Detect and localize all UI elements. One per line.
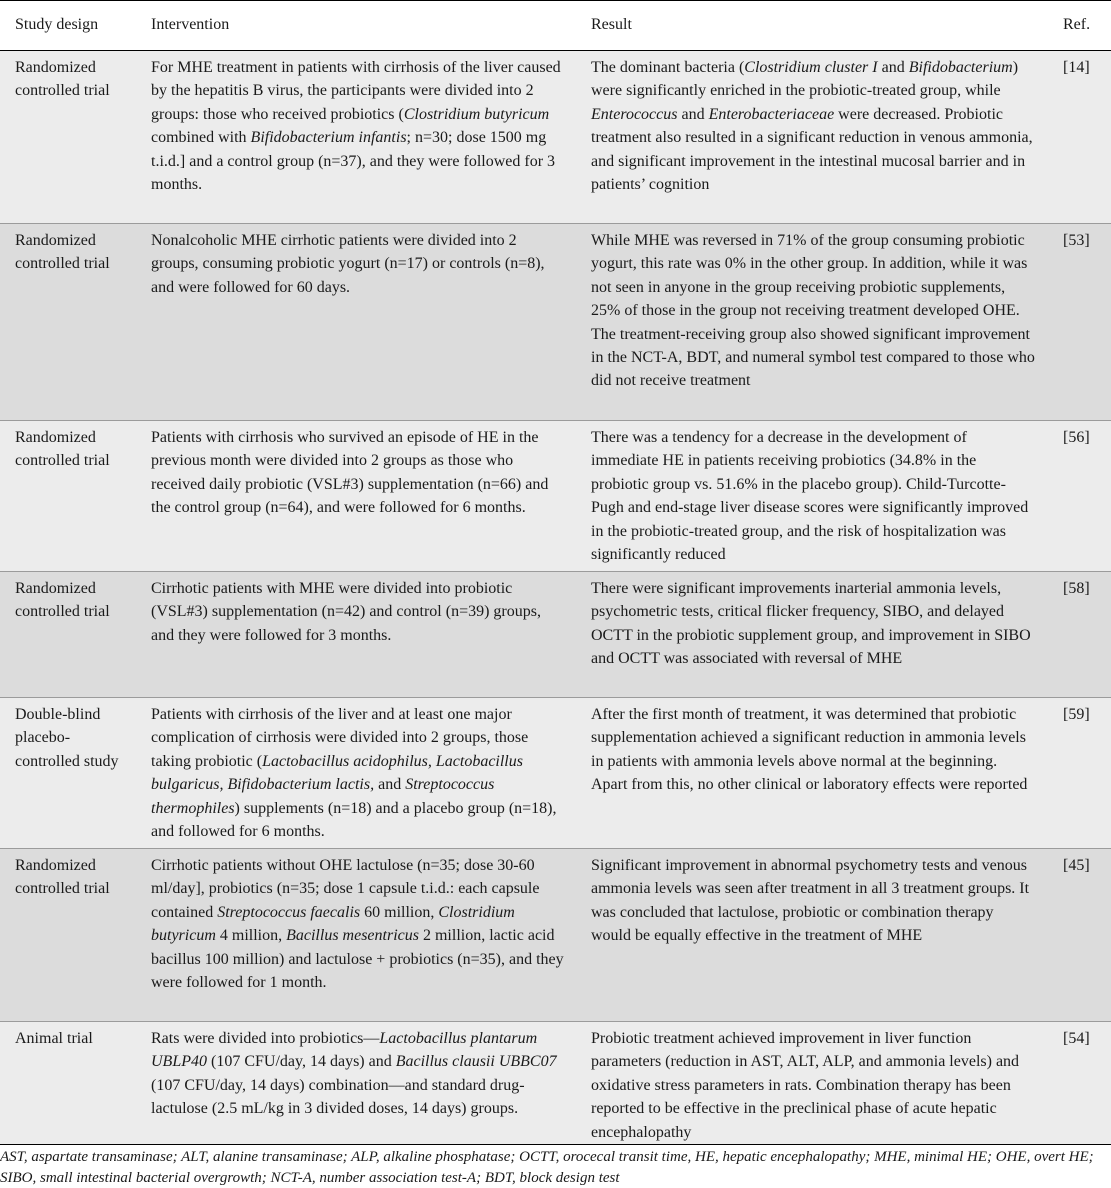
text-segment: and [677,105,709,123]
text-segment: Patients with cirrhosis who survived an episode of HE in the previous month were divided into 2 groups as those who received daily probiotic (VSL#3) supplementation (n=66) and the control group (n=64), and were followed for 6 months. [151,429,549,517]
result-cell [576,698,1043,849]
result-cell [576,849,1043,1022]
italic-text: Streptococcus thermophiles [151,776,495,817]
text-segment: (107 CFU/day, 14 days) and [207,1053,396,1071]
result-cell [576,421,1043,572]
study-design-cell: Randomized controlled trial [0,51,136,224]
table-row [0,849,1111,1022]
italic-text: Lactobacillus plantarum UBLP40 [151,1030,538,1071]
italic-text: Bacillus clausii UBBC07 [395,1053,557,1071]
intervention-cell [136,421,576,572]
result-cell [576,1022,1043,1145]
text-segment: Rats were divided into probiotics— [151,1030,380,1047]
text-segment: There were significant improvements inarterial ammonia levels, psychometric tests, critical flicker frequency, SIBO, and delayed OCTT in the probiotic supplement group, and improvement in SIBO and OCTT was associated with reversal of MHE [591,580,1031,668]
text-segment: While MHE was reversed in 71% of the group consuming probiotic yogurt, this rate was 0% in the other group. In addition, while it was not seen in anyone in the group receiving probiotic supplements, 25% of those in the group not receiving treatment developed OHE. The treatment-receiving group also showed significant improvement in the NCT-A, BDT, and numeral symbol test compared to those who did not receive treatment [591,232,1035,390]
italic-text: Enterobacteriaceae [708,105,835,123]
text-segment: 60 million, [360,903,439,921]
intervention-cell [136,572,576,698]
text-segment: Probiotic treatment achieved improvement in liver function parameters (reduction in AST, ALT, ALP, and ammonia levels) and oxidative stress parameters in rats. Combination therapy has been reported to be effective in the preclinical phase of acute hepatic encephalopathy [591,1030,1020,1141]
result-cell [576,572,1043,698]
italic-text: Clostridium cluster I [744,59,878,76]
study-design-cell: Animal trial [0,1022,136,1145]
text-segment: (107 CFU/day, 14 days) combination—and standard drug-lactulose (2.5 mL/kg in 3 divided doses, 14 days) groups. [151,1076,525,1118]
study-design-cell: Randomized controlled trial [0,572,136,698]
table-row [0,51,1111,224]
header-study-design: Study design [0,1,136,51]
text-segment: For MHE treatment in patients with cirrhosis of the liver caused by the hepatitis B virus, the participants were divided into 2 groups: those who received probiotics ( [151,59,561,123]
ref-cell: [58] [1043,572,1111,698]
ref-cell: [45] [1043,849,1111,1022]
study-design-cell: Randomized controlled trial [0,421,136,572]
text-segment: Cirrhotic patients with MHE were divided into probiotic (VSL#3) supplementation (n=42) and control (n=39) groups, and they were followed for 3 months. [151,580,541,644]
text-segment: 4 million, [215,927,287,945]
study-design-cell: Randomized controlled trial [0,849,136,1022]
text-segment: There was a tendency for a decrease in the development of immediate HE in patients receiving probiotics (34.8% in the probiotic group vs. 51.6% in the placebo group). Child-Turcotte-Pugh and end-stage liver disease scores were significantly improved in the probiotic-treated group, and the risk of hospitalization was significantly reduced [591,429,1029,564]
ref-cell: [54] [1043,1022,1111,1145]
ref-cell: [59] [1043,698,1111,849]
ref-cell: [53] [1043,224,1111,421]
text-segment: combined with [151,129,251,147]
intervention-cell [136,1022,576,1145]
study-design-cell: Randomized controlled trial [0,224,136,421]
text-segment: Cirrhotic patients without OHE lactulose (n=35; dose 30-60 ml/day], probiotics (n=35; dose 1 capsule t.i.d.: each capsule contained [151,857,540,921]
table-row [0,1022,1111,1145]
text-segment: The dominant bacteria ( [591,59,745,76]
table-row [0,224,1111,421]
table-row [0,421,1111,572]
header-ref: Ref. [1043,1,1111,51]
header-row [0,1,1111,51]
ref-cell: [14] [1043,51,1111,224]
table-row [0,698,1111,849]
result-cell [576,51,1043,224]
intervention-cell [136,51,576,224]
italic-text: Streptococcus faecalis [217,903,361,921]
text-segment: After the first month of treatment, it was determined that probiotic supplementation achieved a significant reduction in ammonia levels in patients with ammonia levels above normal at the beginning. Apart from this, no other clinical or laboratory effects were reported [591,706,1028,794]
table-row [0,572,1111,698]
header-result: Result [576,1,1043,51]
table-footnote: AST, aspartate transaminase; ALT, alanine transaminase; ALP, alkaline phosphatase; OCTT, orocecal transit time, HE, hepatic encephalopathy; MHE, minimal HE; OHE, overt HE; SIBO, small intestinal bacterial overgrowth; NCT-A, number association test-A; BDT, block design test [0,1149,1094,1186]
italic-text: Lactobacillus acidophilus, Lactobacillus bulgaricus, Bifidobacterium lactis, [151,752,523,794]
intervention-cell [136,698,576,849]
text-segment: Nonalcoholic MHE cirrhotic patients were divided into 2 groups, consuming probiotic yogurt (n=17) or controls (n=8), and were followed for 60 days. [151,232,545,296]
text-segment: and [877,59,909,76]
result-cell [576,224,1043,421]
text-segment: 2 million, lactic acid bacillus 100 million) and lactulose + probiotics (n=35), and they were followed for 1 month. [151,927,564,992]
header-intervention: Intervention [136,1,576,51]
intervention-cell [136,849,576,1022]
text-segment: ) supplements (n=18) and a placebo group (n=18), and followed for 6 months. [151,799,557,841]
italic-text: Clostridium butyricum [151,903,515,945]
italic-text: Bifidobacterium [908,59,1013,76]
text-segment: ) were significantly enriched in the probiotic-treated group, while [591,59,1019,100]
text-segment: Significant improvement in abnormal psychometry tests and venous ammonia levels was seen after treatment in all 3 treatment groups. It was concluded that lactulose, probiotic or combination therapy would be equally effective in the treatment of MHE [591,857,1030,945]
italic-text: Clostridium butyricum [403,105,550,123]
study-design-cell: Double-blind placebo-controlled study [0,698,136,849]
italic-text: Bacillus mesentricus [286,927,419,945]
text-segment: ; n=30; dose 1500 mg t.i.d.] and a control group (n=37), and they were followed for 3 months. [151,129,556,194]
text-segment: were decreased. Probiotic treatment also resulted in a significant reduction in venous ammonia, and significant improvement in the intestinal mucosal barrier and in patients’ cognition [591,105,1033,194]
intervention-cell [136,224,576,421]
text-segment: and [374,776,406,794]
text-segment: Patients with cirrhosis of the liver and at least one major complication of cirrhosis were divided into 2 groups, those taking probiotic ( [151,706,529,770]
italic-text: Enterococcus [591,105,678,123]
italic-text: Bifidobacterium infantis [250,129,407,147]
ref-cell: [56] [1043,421,1111,572]
